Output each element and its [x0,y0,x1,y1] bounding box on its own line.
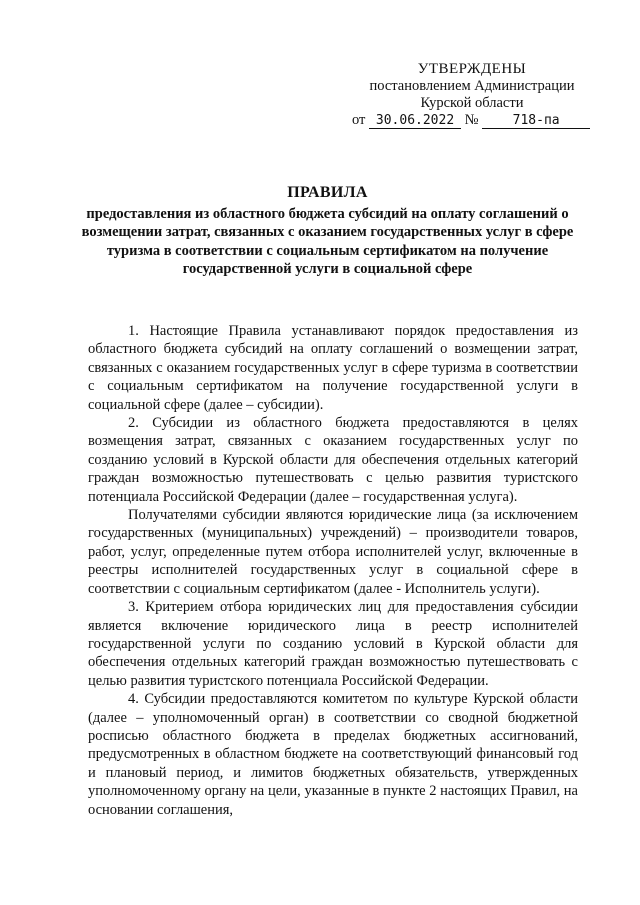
approval-region: Курской области [420,95,524,111]
paragraph-recipients: Получателями субсидии являются юридические лица (за исключением государственных (муниципальных) учреждений) – производители товаров, работ, услуг, определенные путем отбора исполнителей услуг, включенные в реестры исполнителей государственных услуг в социальной сфере в соответствии с социальным сертификатом (далее - Исполнитель услуги). [88,507,578,597]
number-label: № [464,112,479,128]
approval-stamp [352,61,592,129]
approval-issuer: постановлением Администрации [369,78,575,94]
title-heading: ПРАВИЛА [287,184,368,201]
approval-header: УТВЕРЖДЕНЫ [417,61,527,77]
paragraph-2: 2. Субсидии из областного бюджета предоставляются в целях возмещения затрат, связанных с оказанием государственных услуг по созданию условий в Курской области для обеспечения отдельных категорий граждан возможностью путешествовать с целью развития туристского потенциала Российской Федерации (далее – государственная услуга). [88,415,578,505]
approval-number: 718-па [482,114,590,129]
document-title [70,183,585,279]
paragraph-3: 3. Критерием отбора юридических лиц для предоставления субсидии является включение юридического лица в реестр исполнителей государственной услуги по созданию условий в Курской области для обеспечения отдельных категорий граждан возможностью путешествовать с целью развития туристского потенциала Российской Федерации. [88,599,578,689]
from-label: от [352,112,366,128]
approval-date-line [352,112,592,129]
paragraph-1: 1. Настоящие Правила устанавливают порядок предоставления из областного бюджета субсидий на оплату соглашений о возмещении затрат, связанных с оказанием государственных услуг в сфере туризма в соответствии с социальным сертификатом на получение государственной услуги в социальной сфере (далее – субсидии). [88,323,578,413]
approval-date: 30.06.2022 [369,114,461,129]
document-body [88,322,578,819]
title-subtitle: предоставления из областного бюджета субсидий на оплату соглашений о возмещении затрат, связанных с оказанием государственных услуг в сфере туризма в соответствии с социальным сертификатом на получение государственной услуги в социальной сфере [81,206,574,278]
paragraph-4: 4. Субсидии предоставляются комитетом по культуре Курской области (далее – уполномоченный орган) в соответствии со сводной бюджетной росписью областного бюджета в пределах бюджетных ассигнований, предусмотренных в областном бюджете на соответствующий финансовый год и плановый период, и лимитов бюджетных обязательств, утвержденных уполномоченному органу на цели, указанные в пункте 2 настоящих Правил, на основании соглашения, [88,691,578,818]
